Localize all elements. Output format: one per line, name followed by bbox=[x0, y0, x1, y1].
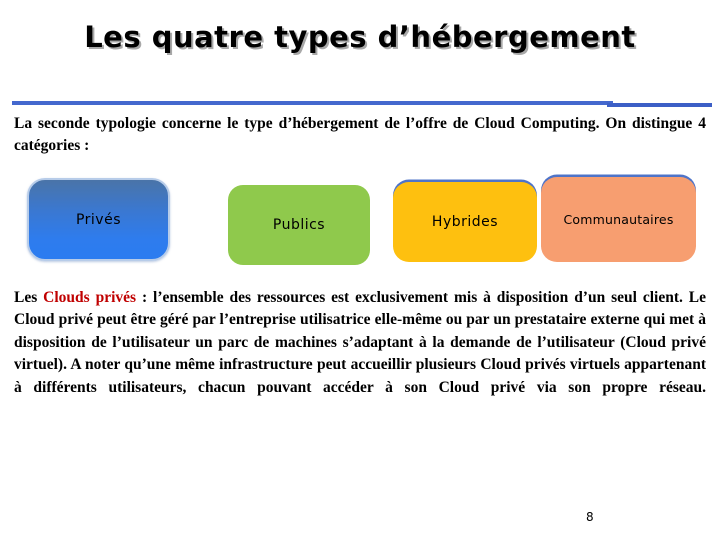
category-box-prives bbox=[27, 178, 170, 261]
category-label-communautaires: Communautaires bbox=[563, 212, 674, 227]
paragraph-prefix: Les bbox=[14, 289, 44, 306]
intro-text bbox=[14, 113, 706, 157]
cloud-prive-paragraph bbox=[14, 287, 706, 399]
category-label-publics: Publics bbox=[272, 217, 326, 233]
intro-line-2: On distingue 4 catégories : bbox=[14, 115, 706, 154]
category-label-prives: Privés bbox=[75, 211, 122, 228]
title-underline-end bbox=[607, 103, 712, 107]
intro-line-1: La seconde typologie concerne le type d’hébergement de l’offre de Cloud Computing. bbox=[14, 115, 600, 132]
category-box-publics bbox=[228, 185, 370, 265]
title-underline-main bbox=[12, 101, 613, 105]
page-title: Les quatre types d’hébergement bbox=[84, 20, 636, 54]
paragraph-rest: : l’ensemble des ressources est exclusivement mis à disposition d’un seul client. Le Cloud privé peut être géré par l’entreprise utilisatrice elle-même ou par un prestataire externe qui met à disposition de l’utilisateur un parc de machines s’adaptant à la demande de l’utilisateur (Cloud privé virtuel). A noter qu’une même infrastructure peut accueillir plusieurs Cloud privés virtuels appartenant à différents utilisateurs, chacun pouvant accéder à son Cloud privé via son propre réseau. bbox=[14, 289, 706, 396]
page-number: 8 bbox=[586, 510, 594, 524]
category-box-hybrides bbox=[393, 182, 537, 262]
paragraph-highlight: Clouds privés bbox=[43, 289, 137, 306]
category-box-communautaires bbox=[541, 177, 696, 262]
category-label-hybrides: Hybrides bbox=[431, 214, 499, 230]
